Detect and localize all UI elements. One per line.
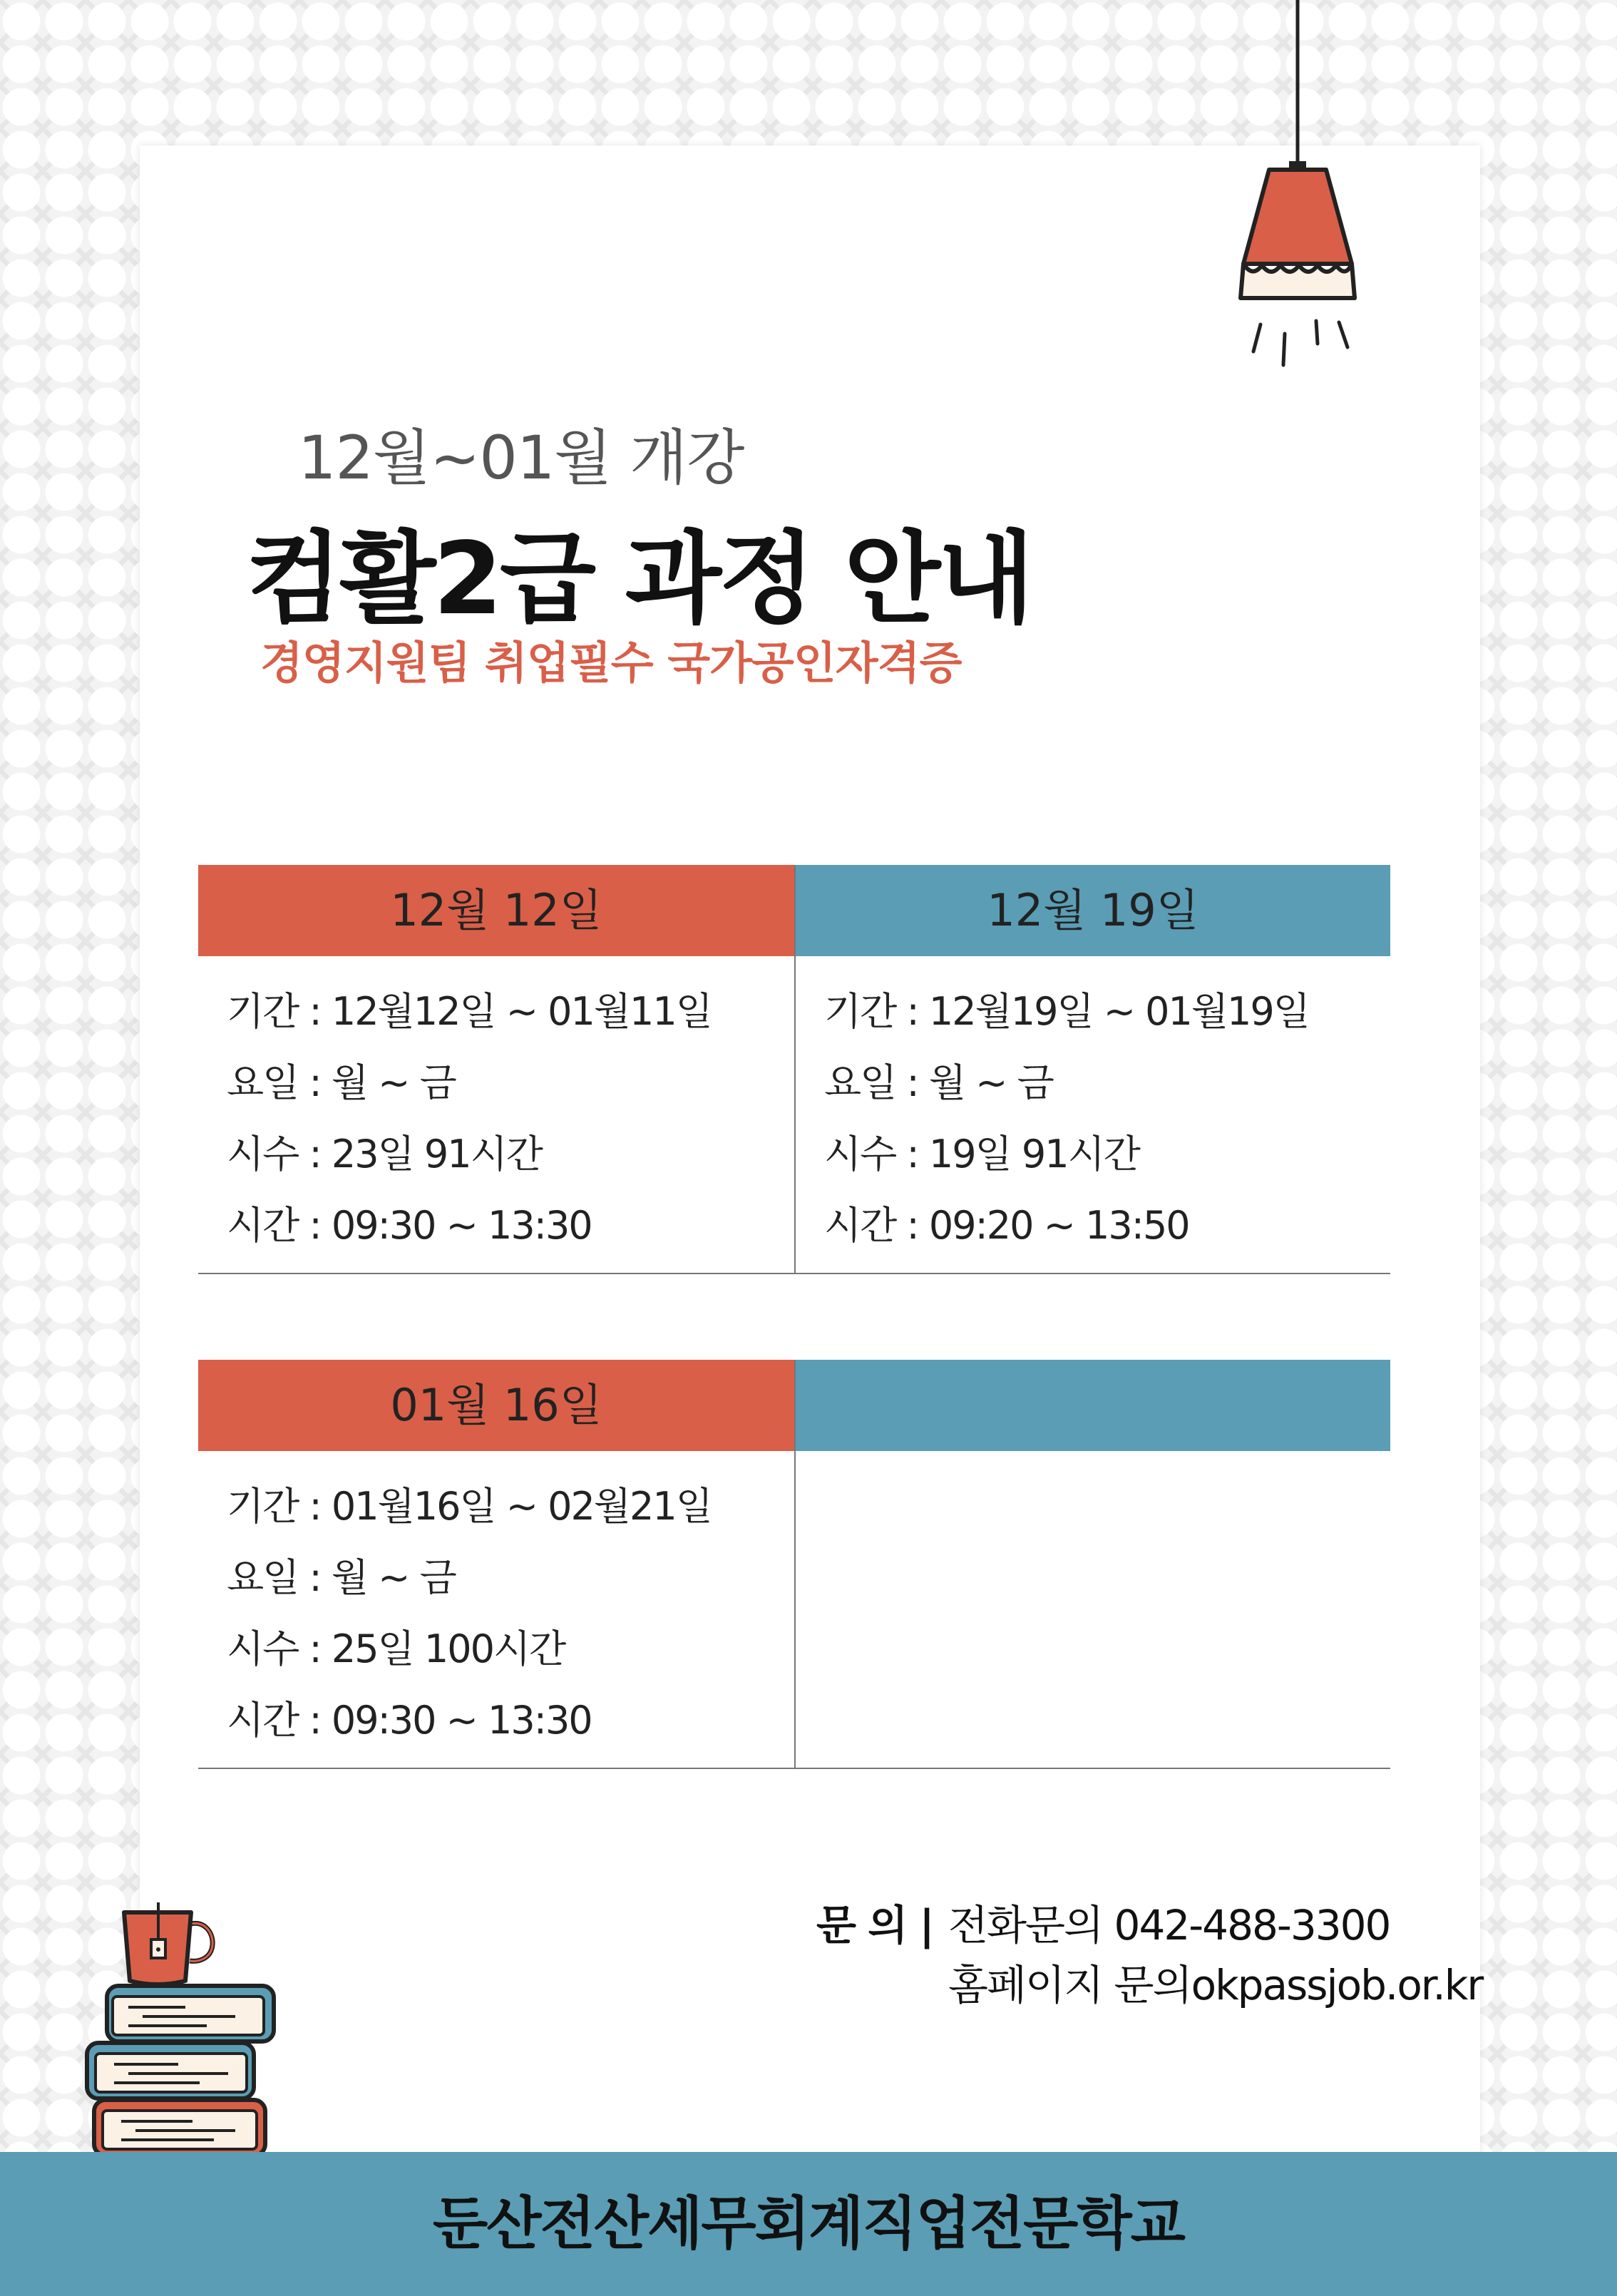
contact-label: 문 의 | [816, 1901, 933, 1949]
schedule-grid-bottom [198, 1360, 1390, 1769]
contact-info [816, 1895, 1482, 2015]
opening-subtitle: 12월~01월 개강 [298, 423, 744, 493]
course-card [198, 865, 794, 1273]
course-date: 12월 19일 [796, 865, 1390, 956]
books-with-mug-icon [78, 1897, 285, 2161]
course-date: 01월 16일 [198, 1360, 794, 1451]
course-hours: 시수 : 19일 91시간 [824, 1132, 1139, 1177]
course-days: 요일 : 월 ~ 금 [227, 1060, 456, 1105]
course-time: 시간 : 09:30 ~ 13:30 [227, 1698, 592, 1743]
course-time: 시간 : 09:20 ~ 13:50 [824, 1203, 1189, 1248]
contact-phone: 전화문의 042-488-3300 [948, 1901, 1390, 1949]
course-period: 기간 : 01월16일 ~ 02월21일 [227, 1484, 712, 1529]
course-card [198, 1360, 794, 1768]
footer-school-name: 둔산전산세무회계직업전문학교 [0, 2152, 1617, 2296]
course-details [198, 956, 794, 1261]
course-hours: 시수 : 25일 100시간 [227, 1626, 565, 1671]
course-date: 12월 12일 [198, 865, 794, 956]
course-period: 기간 : 12월19일 ~ 01월19일 [824, 989, 1309, 1034]
course-days: 요일 : 월 ~ 금 [227, 1555, 456, 1600]
course-hours: 시수 : 23일 91시간 [227, 1132, 542, 1177]
schedule-grid-top [198, 865, 1390, 1274]
course-period: 기간 : 12월12일 ~ 01월11일 [227, 989, 712, 1034]
contact-homepage-row [816, 1955, 1482, 2015]
course-details [198, 1451, 794, 1756]
empty-course-card [794, 1360, 1390, 1768]
course-card [794, 865, 1390, 1273]
course-days: 요일 : 월 ~ 금 [824, 1060, 1053, 1105]
contact-homepage: 홈페이지 문의okpassjob.or.kr [948, 1961, 1483, 2009]
contact-phone-row [816, 1895, 1482, 1955]
pendant-lamp-icon [1212, 0, 1383, 378]
course-details [796, 956, 1390, 1261]
empty-course-header [796, 1360, 1390, 1451]
course-time: 시간 : 09:30 ~ 13:30 [227, 1203, 592, 1248]
tagline: 경영지원팀 취업필수 국가공인자격증 [260, 637, 962, 689]
page-title: 컴활2급 과정 안내 [246, 521, 1032, 637]
